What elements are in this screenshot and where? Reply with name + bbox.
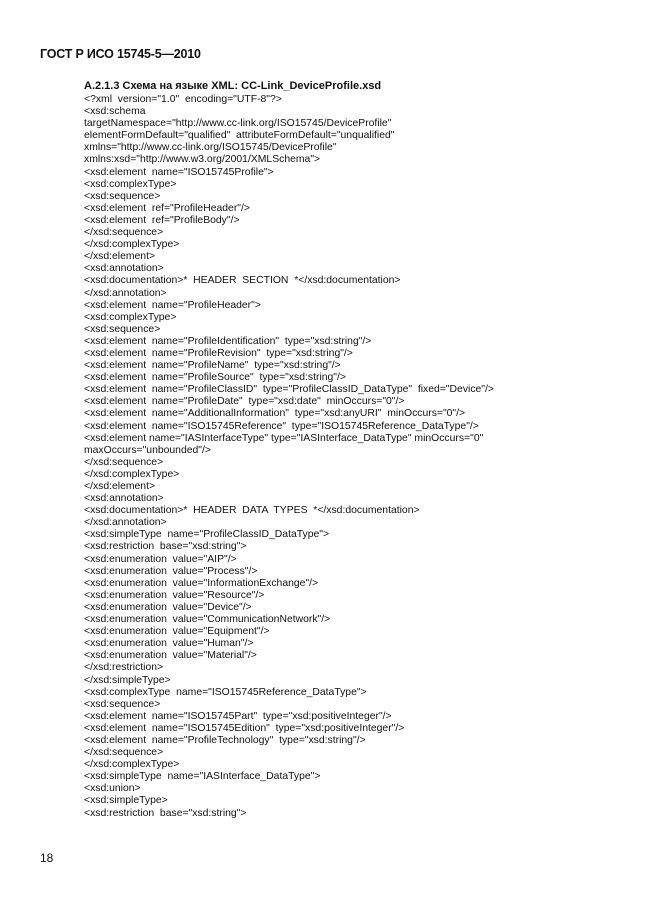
code-line: <xsd:sequence> xyxy=(84,698,161,710)
code-line: <xsd:annotation> xyxy=(84,263,164,275)
code-line: <xsd:element name="IASInterfaceType" type="IASInterface_DataType" minOccurs="0" xyxy=(84,432,484,444)
code-line: <xsd:element name="ProfileSource" type="xsd:string"/> xyxy=(84,372,346,384)
code-line: <xsd:complexType> xyxy=(84,311,177,323)
code-line: targetNamespace="http://www.cc-link.org/ISO15745/DeviceProfile" xyxy=(84,118,392,130)
code-line: </xsd:sequence> xyxy=(84,456,164,468)
code-line: <xsd:complexType name="ISO15745Reference_DataType"> xyxy=(84,686,367,698)
code-line: <xsd:element name="ProfileTechnology" type="xsd:string"/> xyxy=(84,734,366,746)
code-line: <xsd:element name="AdditionalInformation" type="xsd:anyURI" minOccurs="0"/> xyxy=(84,408,466,420)
code-line: <xsd:restriction base="xsd:string"> xyxy=(84,541,247,553)
code-line: </xsd:complexType> xyxy=(84,759,180,771)
code-line: <xsd:simpleType name="ProfileClassID_DataType"> xyxy=(84,529,330,541)
code-line: </xsd:complexType> xyxy=(84,239,180,251)
code-line: maxOccurs="unbounded"/> xyxy=(84,444,211,456)
code-line: <xsd:element ref="ProfileHeader"/> xyxy=(84,202,250,214)
section-title: A.2.1.3 Схема на языке XML: CC-Link_DeviceProfile.xsd xyxy=(84,80,382,92)
code-line: <xsd:restriction base="xsd:string"> xyxy=(84,807,247,819)
code-line: <xsd:element name="ProfileRevision" type="xsd:string"/> xyxy=(84,347,353,359)
code-line: <xsd:element name="ProfileHeader"> xyxy=(84,299,261,311)
code-line: </xsd:simpleType> xyxy=(84,674,171,686)
code-line: <xsd:enumeration value="Human"/> xyxy=(84,638,254,650)
code-line: <xsd:element ref="ProfileBody"/> xyxy=(84,214,240,226)
code-line: <xsd:element name="ISO15745Edition" type="xsd:positiveInteger"/> xyxy=(84,722,405,734)
code-line: <xsd:enumeration value="InformationExchange"/> xyxy=(84,577,319,589)
code-line: xmlns:xsd="http://www.w3.org/2001/XMLSchema"> xyxy=(84,154,321,166)
code-line: <xsd:enumeration value="Equipment"/> xyxy=(84,626,270,638)
code-line: <xsd:simpleType name="IASInterface_DataType"> xyxy=(84,771,321,783)
page-number: 18 xyxy=(40,851,54,865)
code-line: <xsd:enumeration value="CommunicationNetwork"/> xyxy=(84,614,331,626)
code-line: <xsd:enumeration value="Process"/> xyxy=(84,565,258,577)
code-line: <xsd:enumeration value="Resource"/> xyxy=(84,589,265,601)
code-line: </xsd:restriction> xyxy=(84,662,164,674)
code-line: <xsd:element name="ISO15745Reference" type="ISO15745Reference_DataType"/> xyxy=(84,420,479,432)
xml-code-block xyxy=(84,94,494,820)
code-line: <xsd:documentation>* HEADER SECTION *</xsd:documentation> xyxy=(84,275,401,287)
code-line: <xsd:simpleType> xyxy=(84,795,168,807)
code-line: <xsd:element name="ProfileIdentification" type="xsd:string"/> xyxy=(84,335,372,347)
code-line: </xsd:element> xyxy=(84,251,156,263)
code-line: </xsd:annotation> xyxy=(84,287,167,299)
code-line: <xsd:annotation> xyxy=(84,493,164,505)
code-line: xmlns="http://www.cc-link.org/ISO15745/DeviceProfile" xyxy=(84,142,337,154)
code-line: <xsd:union> xyxy=(84,783,141,795)
code-line: <xsd:element name="ISO15745Part" type="xsd:positiveInteger"/> xyxy=(84,710,392,722)
code-line: <?xml version="1.0" encoding="UTF-8"?> xyxy=(84,94,282,105)
code-line: <xsd:element name="ProfileClassID" type="ProfileClassID_DataType" fixed="Device"/> xyxy=(84,384,494,396)
code-line: <xsd:schema xyxy=(84,106,146,118)
code-line: <xsd:element name="ProfileName" type="xsd:string"/> xyxy=(84,360,341,372)
code-line: elementFormDefault="qualified" attributeFormDefault="unqualified" xyxy=(84,130,395,142)
code-line: </xsd:annotation> xyxy=(84,517,167,529)
code-line: </xsd:element> xyxy=(84,481,156,492)
code-line: <xsd:sequence> xyxy=(84,190,161,202)
code-line: <xsd:enumeration value="Device"/> xyxy=(84,601,252,613)
code-line: <xsd:element name="ProfileDate" type="xsd:date" minOccurs="0"/> xyxy=(84,396,405,408)
code-line: <xsd:complexType> xyxy=(84,178,177,190)
code-line: <xsd:element name="ISO15745Profile"> xyxy=(84,166,274,178)
code-line: </xsd:sequence> xyxy=(84,747,164,759)
code-line: <xsd:documentation>* HEADER DATA TYPES *</xsd:documentation> xyxy=(84,505,420,517)
code-line: <xsd:sequence> xyxy=(84,323,161,335)
code-line: <xsd:enumeration value="AIP"/> xyxy=(84,553,237,565)
code-line: </xsd:complexType> xyxy=(84,468,180,480)
code-line: </xsd:sequence> xyxy=(84,227,164,239)
document-header: ГОСТ Р ИСО 15745-5—2010 xyxy=(40,47,201,61)
code-line: <xsd:enumeration value="Material"/> xyxy=(84,650,257,662)
